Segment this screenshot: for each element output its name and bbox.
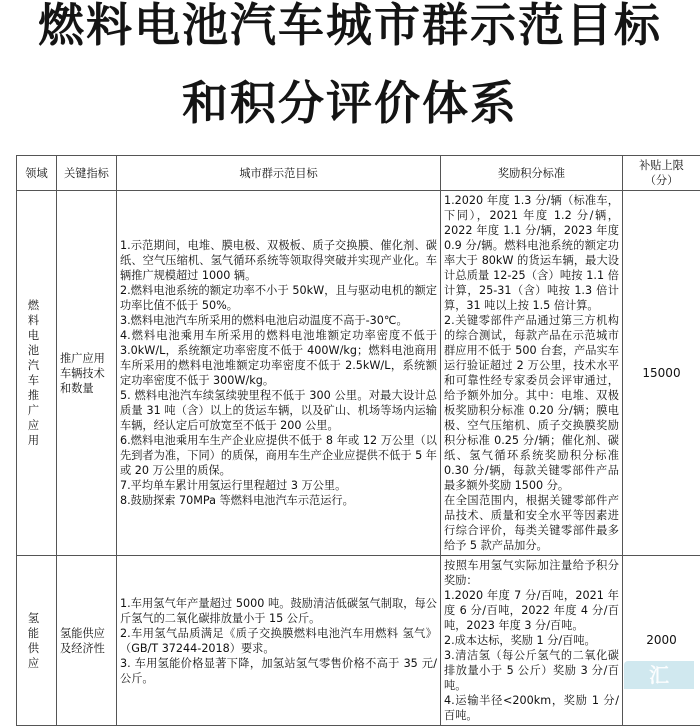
target-item: 1.车用氢气年产量超过 5000 吨。鼓励清洁低碳氢气制取，每公斤氢气的二氧化碳排放量小于 15 公斤。	[120, 596, 437, 626]
target-item: 4.燃料电池乘用车所采用的燃料电池堆额定功率密度不低于 3.0kW/L，系统额定功率密度不低于 400W/kg；燃料电池商用车所采用的燃料电池堆额定功率密度不低于 2.5kW/L，系统额定功率密度不低于 300W/kg。	[120, 328, 437, 388]
cap-cell: 15000	[623, 191, 700, 556]
targets-cell	[117, 191, 441, 556]
header-cap: 补贴上限（分）	[623, 156, 700, 191]
rewards-cell	[441, 191, 623, 556]
target-item: 6.燃料电池乘用车生产企业应提供不低于 8 年或 12 万公里（以先到者为准，下同）的质保，商用车生产企业应提供不低于 5 年或 20 万公里的质保。	[120, 433, 437, 478]
target-item: 3. 车用氢能价格显著下降，加氢站氢气零售价格不高于 35 元/公斤。	[120, 656, 437, 686]
reward-item: 1.2020 年度 1.3 分/辆（标准车，下同），2021 年度 1.2 分/辆，2022 年度 1.1 分/辆，2023 年度 0.9 分/辆。燃料电池系统的额定功率大于 80kW 的货运车辆，最大设计总质量 12-25（含）吨按 1.1 倍计算，25-31（含）吨按 1.3 倍计算，31 吨以上按 1.5 倍计算。	[444, 193, 619, 313]
reward-item: 2.成本达标，奖励 1 分/百吨。	[444, 633, 619, 648]
indicator-cell: 推广应用车辆技术和数量	[57, 191, 117, 556]
table-header-row	[17, 156, 700, 191]
cap-cell: 2000	[623, 556, 700, 726]
watermark-logo: 汇	[624, 661, 694, 689]
domain-cell: 燃料电池汽车推广应用	[17, 191, 57, 556]
reward-item: 按照车用氢气实际加注量给予积分奖励：	[444, 558, 619, 588]
target-item: 7.平均单车累计用氢运行里程超过 3 万公里。	[120, 478, 437, 493]
table-row	[17, 556, 700, 726]
rewards-cell	[441, 556, 623, 726]
target-item: 8.鼓励探索 70MPa 等燃料电池汽车示范运行。	[120, 493, 437, 508]
header-rewards: 奖励积分标准	[441, 156, 623, 191]
evaluation-table	[16, 155, 700, 726]
header-targets: 城市群示范目标	[117, 156, 441, 191]
header-indicator: 关键指标	[57, 156, 117, 191]
indicator-cell: 氢能供应及经济性	[57, 556, 117, 726]
reward-item: 2.关键零部件产品通过第三方机构的综合测试，每款产品在示范城市群应用不低于 500 台套，产品实车运行验证超过 2 万公里，技术水平和可靠性经专家委员会评审通过，给予额外加分。其中：电堆、双极板奖励积分标准 0.20 分/辆；膜电极、空气压缩机、质子交换膜奖励积分标准 0.25 分/辆；催化剂、碳纸、氢气循环系统奖励积分标准 0.30 分/辆，每款关键零部件产品最多额外奖励 1500 分。	[444, 313, 619, 493]
table-row	[17, 191, 700, 556]
target-item: 5. 燃料电池汽车续氢续驶里程不低于 300 公里。对最大设计总质量 31 吨（含）以上的货运车辆，以及矿山、机场等场内运输车辆，经认定后可放宽至不低于 200 公里。	[120, 388, 437, 433]
reward-item: 1.2020 年度 7 分/百吨，2021 年度 6 分/百吨，2022 年度 4 分/百吨，2023 年度 3 分/百吨。	[444, 588, 619, 633]
target-item: 1.示范期间，电堆、膜电极、双极板、质子交换膜、催化剂、碳纸、空气压缩机、氢气循环系统等领取得突破并实现产业化。车辆推广规模超过 1000 辆。	[120, 238, 437, 283]
target-item: 2.燃料电池系统的额定功率不小于 50kW，且与驱动电机的额定功率比值不低于 50%。	[120, 283, 437, 313]
target-item: 3.燃料电池汽车所采用的燃料电池启动温度不高于-30℃。	[120, 313, 437, 328]
targets-cell	[117, 556, 441, 726]
reward-item: 在全国范围内，根据关键零部件产品技术、质量和安全水平等因素进行综合评价，每类关键零部件最多给予 5 款产品加分。	[444, 493, 619, 553]
document-title-line-1: 燃料电池汽车城市群示范目标	[0, 2, 700, 48]
reward-item: 4.运输半径<200km，奖励 1 分/百吨。	[444, 693, 619, 723]
domain-cell: 氢能供应	[17, 556, 57, 726]
target-item: 2.车用氢气品质满足《质子交换膜燃料电池汽车用燃料 氢气》（GB/T 37244-2018）要求。	[120, 626, 437, 656]
document-title-line-2: 和积分评价体系	[0, 80, 700, 126]
header-domain: 领域	[17, 156, 57, 191]
reward-item: 3.清洁氢（每公斤氢气的二氧化碳排放量小于 5 公斤）奖励 3 分/百吨。	[444, 648, 619, 693]
